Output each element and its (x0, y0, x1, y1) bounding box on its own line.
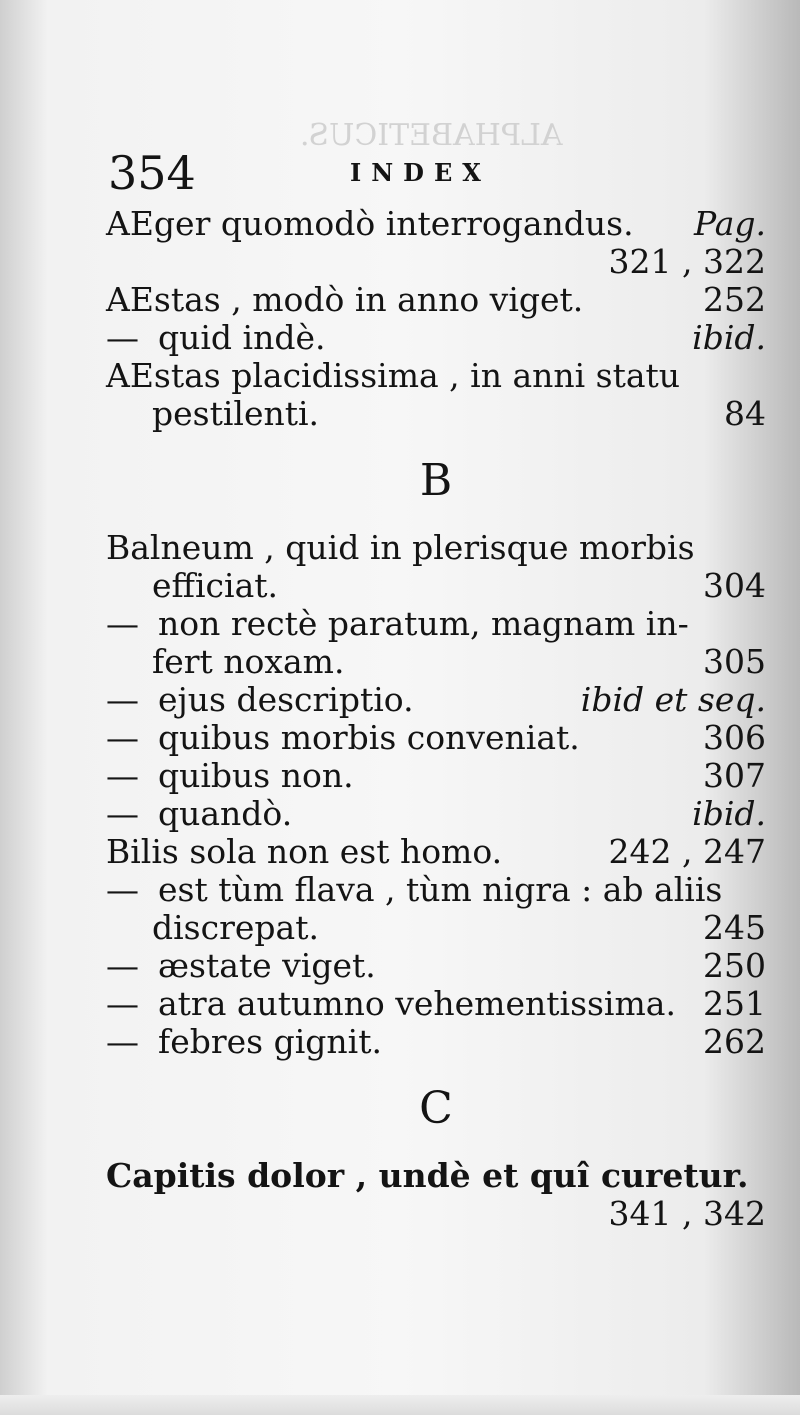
page-reference: 307 (703, 756, 766, 795)
entry-term: æstate viget. (158, 946, 376, 985)
subentry-dash: — (106, 870, 139, 909)
index-continuation (106, 243, 766, 281)
page-number: 354 (108, 146, 196, 200)
index-entry (106, 205, 766, 243)
subentry-dash: — (106, 680, 139, 719)
subentry-dash: — (106, 984, 139, 1023)
index-entry (106, 281, 766, 319)
subentry-dash: — (106, 794, 139, 833)
entry-term: atra autumno vehementissima. (158, 984, 676, 1023)
index-entry (106, 833, 766, 871)
index-subentry (106, 605, 766, 643)
subentry-dash: — (106, 604, 139, 643)
entry-term: ejus descriptio. (158, 680, 414, 719)
show-through-text: ALPHABETICUS. (300, 118, 563, 153)
index-continuation (106, 395, 766, 433)
subentry-dash: — (106, 1022, 139, 1061)
index-entries (106, 205, 766, 1233)
subentry-dash: — (106, 318, 139, 357)
entry-term: quandò. (158, 794, 293, 833)
entry-term: fert noxam. (152, 642, 345, 681)
entry-term: non rectè paratum, magnam in- (158, 604, 689, 643)
page-reference: 251 (703, 984, 766, 1023)
page-reference: 305 (703, 642, 766, 681)
index-subentry (106, 1023, 766, 1061)
subentry-dash: — (106, 718, 139, 757)
entry-term: Capitis dolor , undè et quî curetur. (106, 1156, 749, 1195)
entry-term: discrepat. (152, 908, 319, 947)
section-letter: B (419, 455, 453, 506)
page-bottom-edge (0, 1395, 800, 1415)
index-subentry (106, 319, 766, 357)
page-reference: 242 , 247 (608, 832, 766, 871)
page-reference: 252 (703, 280, 766, 319)
running-head: INDEX (350, 158, 491, 187)
index-subentry (106, 871, 766, 909)
entry-term: AEstas , modò in anno viget. (106, 280, 584, 319)
entry-term: quid indè. (158, 318, 326, 357)
subentry-dash: — (106, 756, 139, 795)
index-subentry (106, 681, 766, 719)
index-continuation (106, 909, 766, 947)
page-reference: 306 (703, 718, 766, 757)
entry-term: efficiat. (152, 566, 278, 605)
entry-term: AEger quomodò interrogandus. (106, 204, 634, 243)
index-entry (106, 1157, 766, 1195)
section-letter: C (419, 1083, 453, 1134)
index-continuation (106, 567, 766, 605)
page-reference: ibid et seq. (580, 680, 766, 719)
page-reference: 304 (703, 566, 766, 605)
page-reference: 321 , 322 (608, 242, 766, 281)
page-reference: 84 (724, 394, 766, 433)
entry-term: quibus non. (158, 756, 354, 795)
page-reference: ibid. (692, 318, 766, 357)
page-reference: ibid. (692, 794, 766, 833)
page-reference: 245 (703, 908, 766, 947)
entry-term: AEstas placidissima , in anni statu (106, 356, 681, 395)
subentry-dash: — (106, 946, 139, 985)
index-continuation (106, 1195, 766, 1233)
page-reference: 250 (703, 946, 766, 985)
page-reference: 262 (703, 1022, 766, 1061)
index-subentry (106, 795, 766, 833)
entry-term: Balneum , quid in plerisque morbis (106, 528, 695, 567)
index-entry (106, 357, 766, 395)
page-header (106, 146, 766, 206)
index-subentry (106, 985, 766, 1023)
entry-term: quibus morbis conveniat. (158, 718, 580, 757)
entry-term: pestilenti. (152, 394, 320, 433)
entry-term: Bilis sola non est homo. (106, 832, 503, 871)
index-continuation (106, 643, 766, 681)
page-reference: Pag. (693, 204, 766, 243)
index-subentry (106, 947, 766, 985)
page-reference: 341 , 342 (608, 1194, 766, 1233)
index-subentry (106, 719, 766, 757)
entry-term: febres gignit. (158, 1022, 382, 1061)
index-subentry (106, 757, 766, 795)
entry-term: est tùm flava , tùm nigra : ab aliis (158, 870, 723, 909)
index-entry (106, 529, 766, 567)
